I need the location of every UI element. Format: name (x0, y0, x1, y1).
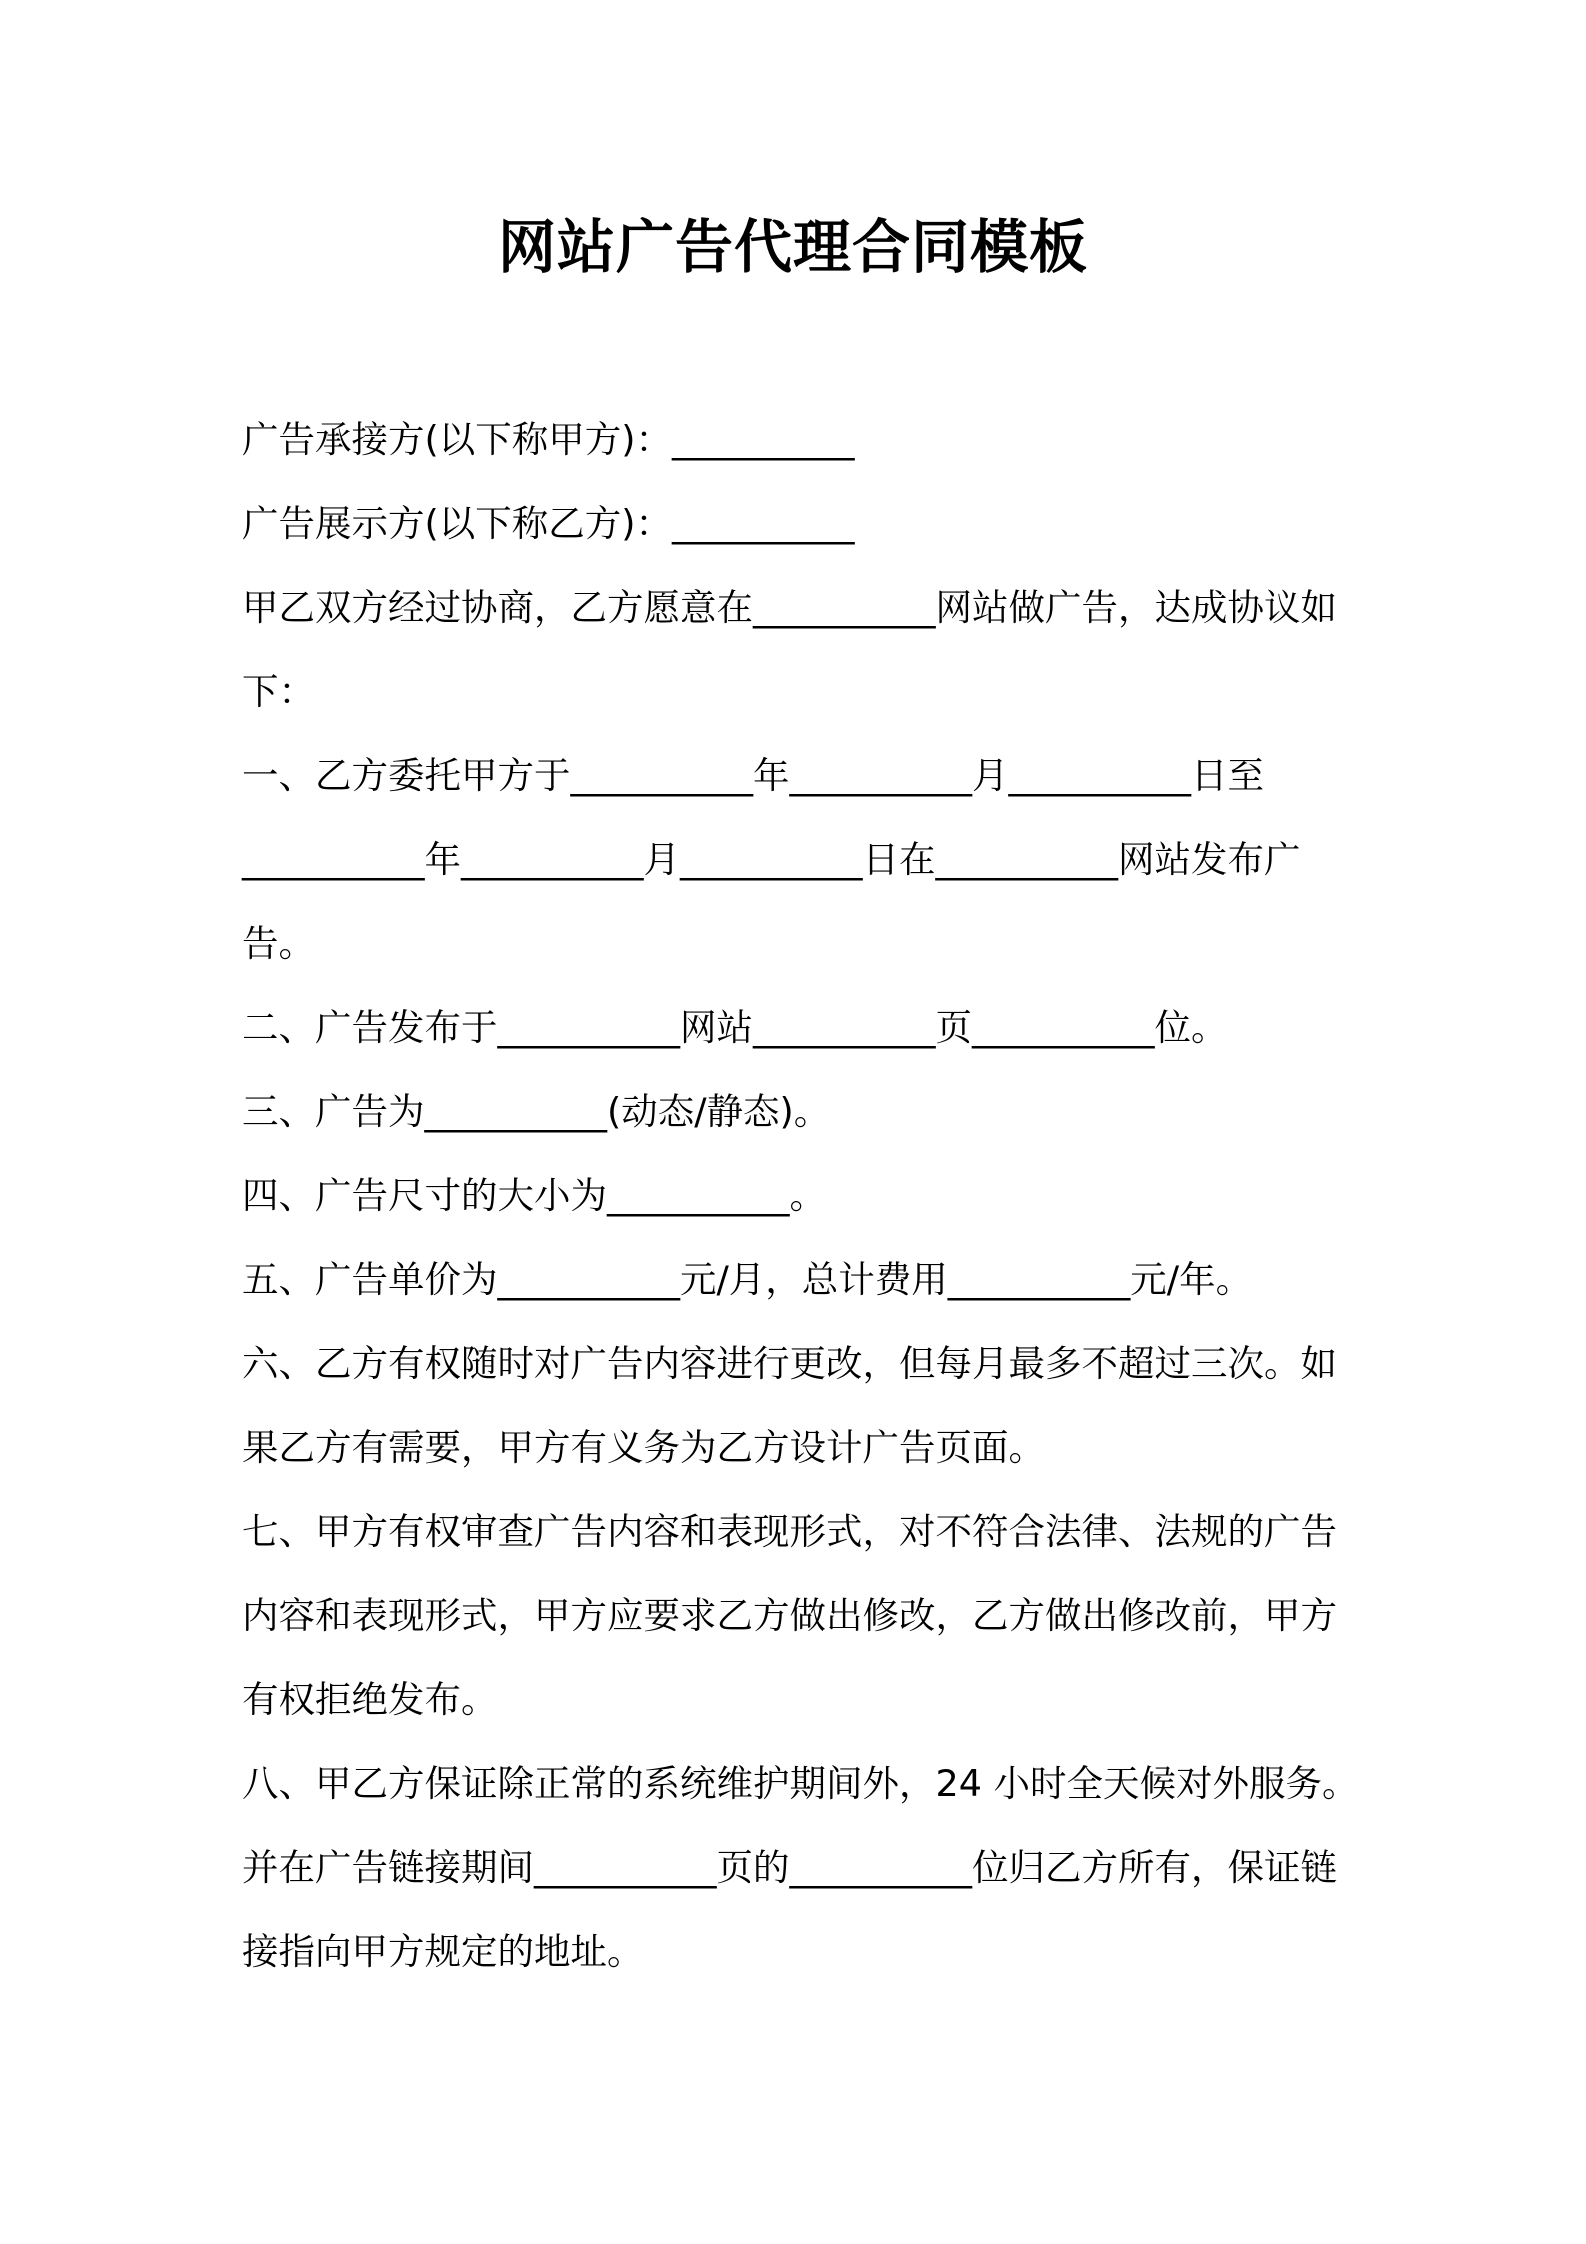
party-b-line: 广告展示方(以下称乙方)：__________ (242, 502, 855, 545)
clause-8-line-2: 并在广告链接期间__________页的__________位归乙方所有，保证链 (242, 1846, 1337, 1889)
party-a-line: 广告承接方(以下称甲方)：__________ (242, 418, 855, 461)
clause-8-line-1: 八、甲乙方保证除正常的系统维护期间外，24 小时全天候对外服务。 (242, 1762, 1359, 1805)
clause-6-line-1: 六、乙方有权随时对广告内容进行更改，但每月最多不超过三次。如 (242, 1342, 1337, 1385)
clause-5-line: 五、广告单价为__________元/月，总计费用__________元/年。 (242, 1258, 1253, 1301)
document-title: 网站广告代理合同模板 (497, 213, 1088, 281)
clause-2-line: 二、广告发布于__________网站__________页__________位。 (242, 1006, 1228, 1049)
clause-3-line: 三、广告为__________(动态/静态)。 (242, 1090, 831, 1133)
document-body (242, 398, 1382, 1994)
clause-4-line: 四、广告尺寸的大小为__________。 (242, 1174, 826, 1217)
clause-8-line-3: 接指向甲方规定的地址。 (242, 1930, 644, 1973)
clause-1-line-2: __________年__________月__________日在__________网站发布广 (242, 838, 1301, 881)
clause-1-line-3: 告。 (242, 922, 315, 965)
intro-line-2: 下： (242, 670, 315, 713)
clause-6-line-2: 果乙方有需要，甲方有义务为乙方设计广告页面。 (242, 1426, 1045, 1469)
clause-7-line-2: 内容和表现形式，甲方应要求乙方做出修改，乙方做出修改前，甲方 (242, 1594, 1337, 1637)
clause-1-line-1: 一、乙方委托甲方于__________年__________月__________日至 (242, 754, 1264, 797)
clause-7-line-3: 有权拒绝发布。 (242, 1678, 498, 1721)
intro-line-1: 甲乙双方经过协商，乙方愿意在__________网站做广告，达成协议如 (242, 586, 1337, 629)
clause-7-line-1: 七、甲方有权审查广告内容和表现形式，对不符合法律、法规的广告 (242, 1510, 1337, 1553)
